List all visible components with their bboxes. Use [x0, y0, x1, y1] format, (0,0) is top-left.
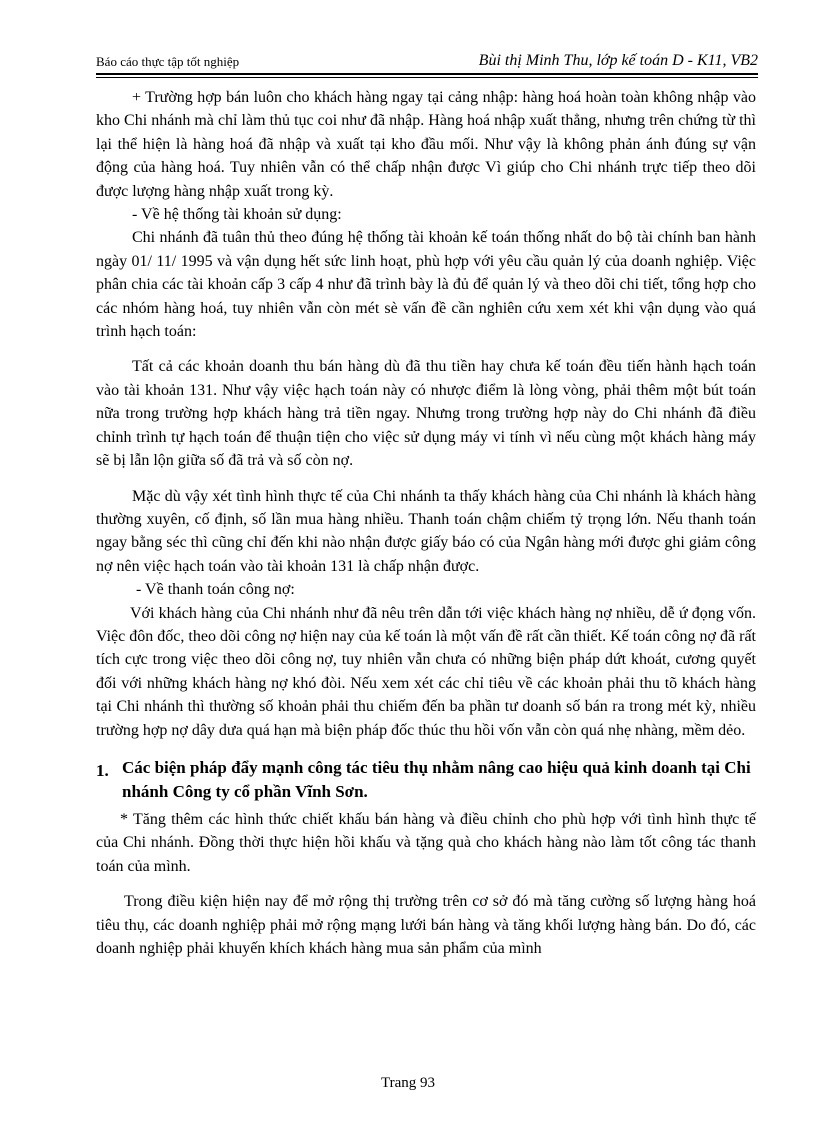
header-rule: [96, 73, 758, 75]
section-heading: [96, 756, 756, 804]
paragraph-market-expansion: Trong điều kiện hiện nay để mở rộng thị trường trên cơ sở đó mà tăng cường số lượng hàng hoá tiêu thụ, các doanh nghiệp phải mở rộng mạng lưới bán hàng và tăng khối lượng hàng bán. Do đó, các doanh nghiệp phải khuyến khích khách hàng mua sản phẩm của mình: [96, 893, 756, 957]
paragraph-account-system-heading: - Về hệ thống tài khoản sử dụng:: [132, 206, 342, 224]
header-rule-thin: [96, 77, 758, 78]
paragraph-revenue-accounting: Tất cả các khoản doanh thu bán hàng dù đã thu tiền hay chưa kế toán đều tiến hành hạch toán vào tài khoản 131. Như vậy việc hạch toán này có nhược điểm là lòng vòng, phải thêm một bút toán nữa trong trường hợp khách hàng trả tiền ngay. Nhưng trong trường hợp này do Chi nhánh đã điều chỉnh trình tự hạch toán để thuận tiện cho việc sử dụng máy vi tính vì nếu cùng một khách hàng máy sẽ bị lẫn lộn giữa số đã trả và số còn nợ.: [96, 358, 756, 470]
paragraph-discount-measures: * Tăng thêm các hình thức chiết khấu bán hàng và điều chỉnh cho phù hợp với tình hình thực tế của Chi nhánh. Đồng thời thực hiện hồi khấu và tặng quà cho khách hàng nào làm tốt công tác thanh toán của mình.: [96, 810, 756, 875]
paragraph-customer-situation: Mặc dù vậy xét tình hình thực tế của Chi nhánh ta thấy khách hàng của Chi nhánh là khách hàng thường xuyên, cố định, số lần mua hàng nhiều. Thanh toán chậm chiếm tỷ trọng lớn. Nếu thanh toán ngay bằng séc thì cũng chỉ đến khi nào nhận được giấy báo có của Ngân hàng mới được ghi giảm công nợ nên việc hạch toán vào tài khoản 131 là chấp nhận được.: [96, 487, 756, 575]
page-number: Trang 93: [380, 1075, 436, 1091]
paragraph-account-system: Chi nhánh đã tuân thủ theo đúng hệ thống tài khoản kế toán thống nhất do bộ tài chính ban hành ngày 01/ 11/ 1995 và vận dụng hết sức linh hoạt, phù hợp với yêu cầu quản lý của doanh nghiệp. Việc phân chia các tài khoản cấp 3 cấp 4 như đã trình bày là đủ để quản lý và theo dõi chi tiết, tổng hợp cho các nhóm hàng hoá, tuy nhiên vẫn còn mét sè vấn đề cần nghiên cứu xem xét khi vận dụng vào quá trình hạch toán:: [96, 229, 756, 341]
paragraph-debt-payment: Với khách hàng của Chi nhánh như đã nêu trên dẫn tới việc khách hàng nợ nhiều, dễ ứ đọng vốn. Việc đôn đốc, theo dõi công nợ hiện nay của kế toán là một vấn đề rất cần thiết. Kế toán công nợ đã rất tích cực trong việc theo dõi công nợ, tuy nhiên vẫn chưa có những biện pháp dứt khoát, cương quyết đối với những khách hàng nợ khó đòi. Nếu xem xét các chỉ tiêu về các khoản phải thu tõ khách hàng tại Chi nhánh thì thường số khoản phải thu chiếm đến ba phần tư doanh số bán ra trong mét kỳ, nhiều trường hợp nợ dây dưa quá hạn mà biện pháp đốc thúc thu hồi vốn vẫn còn quá nhẹ nhàng, mềm dẻo.: [96, 604, 756, 739]
paragraph-debt-payment-heading: - Về thanh toán công nợ:: [136, 581, 295, 599]
header-author: Bùi thị Minh Thu, lớp kế toán D - K11, VB2: [478, 52, 758, 69]
section-title: Các biện pháp đẩy mạnh công tác tiêu thụ nhằm nâng cao hiệu quả kinh doanh tại Chi nhánh Công ty cổ phần Vĩnh Sơn.: [122, 757, 751, 801]
section-number: 1.: [96, 760, 109, 780]
header-report-title: Báo cáo thực tập tốt nghiệp: [96, 54, 240, 69]
document-body: [96, 86, 756, 960]
paragraph-sale-at-port: + Trường hợp bán luôn cho khách hàng ngay tại cảng nhập: hàng hoá hoàn toàn không nhập vào kho Chi nhánh mà chỉ làm thủ tục coi như đã nhập. Hàng hoá nhập xuất thẳng, nhưng trên chứng từ thì lại thể hiện là hàng hoá đã nhập và xuất tại kho đầu mối. Như vậy là không phản ánh đúng sự vận động của hàng hoá. Tuy nhiên vẫn có thể chấp nhận được Vì giúp cho Chi nhánh trực tiếp theo dõi được lượng hàng nhập xuất trong kỳ.: [96, 89, 756, 200]
page-header: [96, 52, 758, 74]
